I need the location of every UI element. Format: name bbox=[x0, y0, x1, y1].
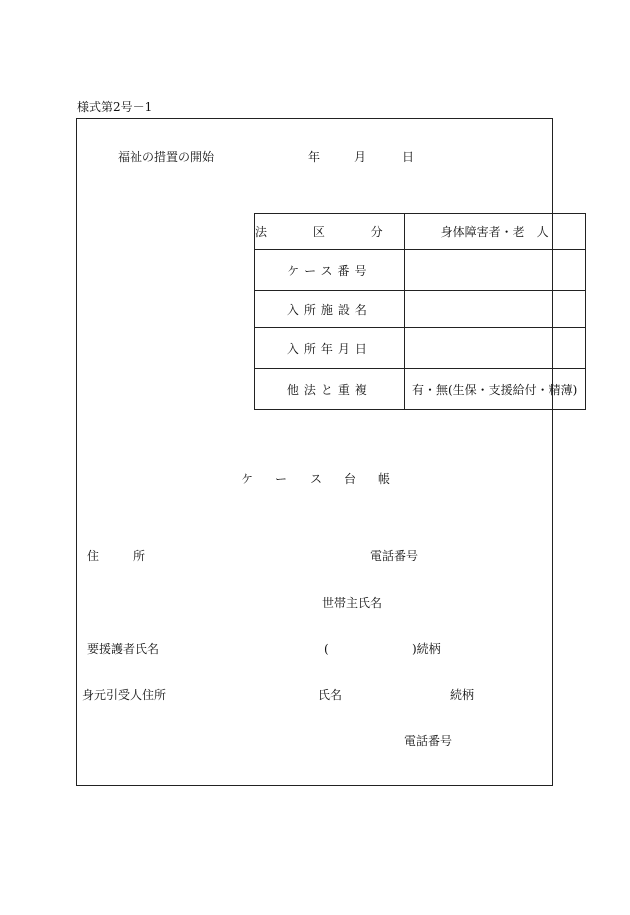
year-label: 年 bbox=[308, 150, 321, 164]
title-char: 台 bbox=[344, 472, 357, 486]
form-number-label: 様式第2号－1 bbox=[77, 100, 153, 114]
address-label-2: 所 bbox=[133, 549, 146, 563]
guarantor-address-label: 身元引受人住所 bbox=[82, 688, 167, 702]
relation-label: )続柄 bbox=[412, 642, 441, 656]
admission-date-label: 入所年月日 bbox=[255, 328, 405, 369]
day-label: 日 bbox=[402, 150, 415, 164]
facility-name-value[interactable] bbox=[404, 291, 585, 328]
table-row bbox=[255, 214, 586, 250]
welfare-start-label: 福祉の措置の開始 bbox=[118, 150, 215, 164]
title-char: 帳 bbox=[378, 472, 391, 486]
title-char: ー bbox=[275, 472, 288, 486]
paren-open: ( bbox=[324, 642, 329, 656]
guarantor-phone-label: 電話番号 bbox=[404, 734, 453, 748]
facility-name-label: 入所施設名 bbox=[255, 291, 405, 328]
duplicate-law-value[interactable]: 有・無(生保・支援給付・精薄) bbox=[404, 369, 585, 410]
duplicate-law-label: 他法と重複 bbox=[255, 369, 405, 410]
month-label: 月 bbox=[354, 150, 367, 164]
table-row bbox=[255, 328, 586, 369]
law-category-label: 法 区 分 bbox=[255, 214, 405, 250]
householder-name-label: 世帯主氏名 bbox=[322, 596, 383, 610]
admission-date-value[interactable] bbox=[404, 328, 585, 369]
guarantor-relation-label: 続柄 bbox=[450, 688, 475, 702]
law-category-value[interactable]: 身体障害者・老 人 bbox=[404, 214, 585, 250]
case-info-table bbox=[254, 213, 586, 410]
protected-person-name-label: 要援護者氏名 bbox=[87, 642, 160, 656]
address-label-1: 住 bbox=[87, 549, 100, 563]
table-row bbox=[255, 250, 586, 291]
table-row bbox=[255, 291, 586, 328]
case-number-label: ケース番号 bbox=[255, 250, 405, 291]
phone-label: 電話番号 bbox=[370, 549, 419, 563]
guarantor-name-label: 氏名 bbox=[318, 688, 343, 702]
title-char: ケ bbox=[241, 472, 254, 486]
title-char: ス bbox=[310, 472, 323, 486]
table-row bbox=[255, 369, 586, 410]
case-number-value[interactable] bbox=[404, 250, 585, 291]
